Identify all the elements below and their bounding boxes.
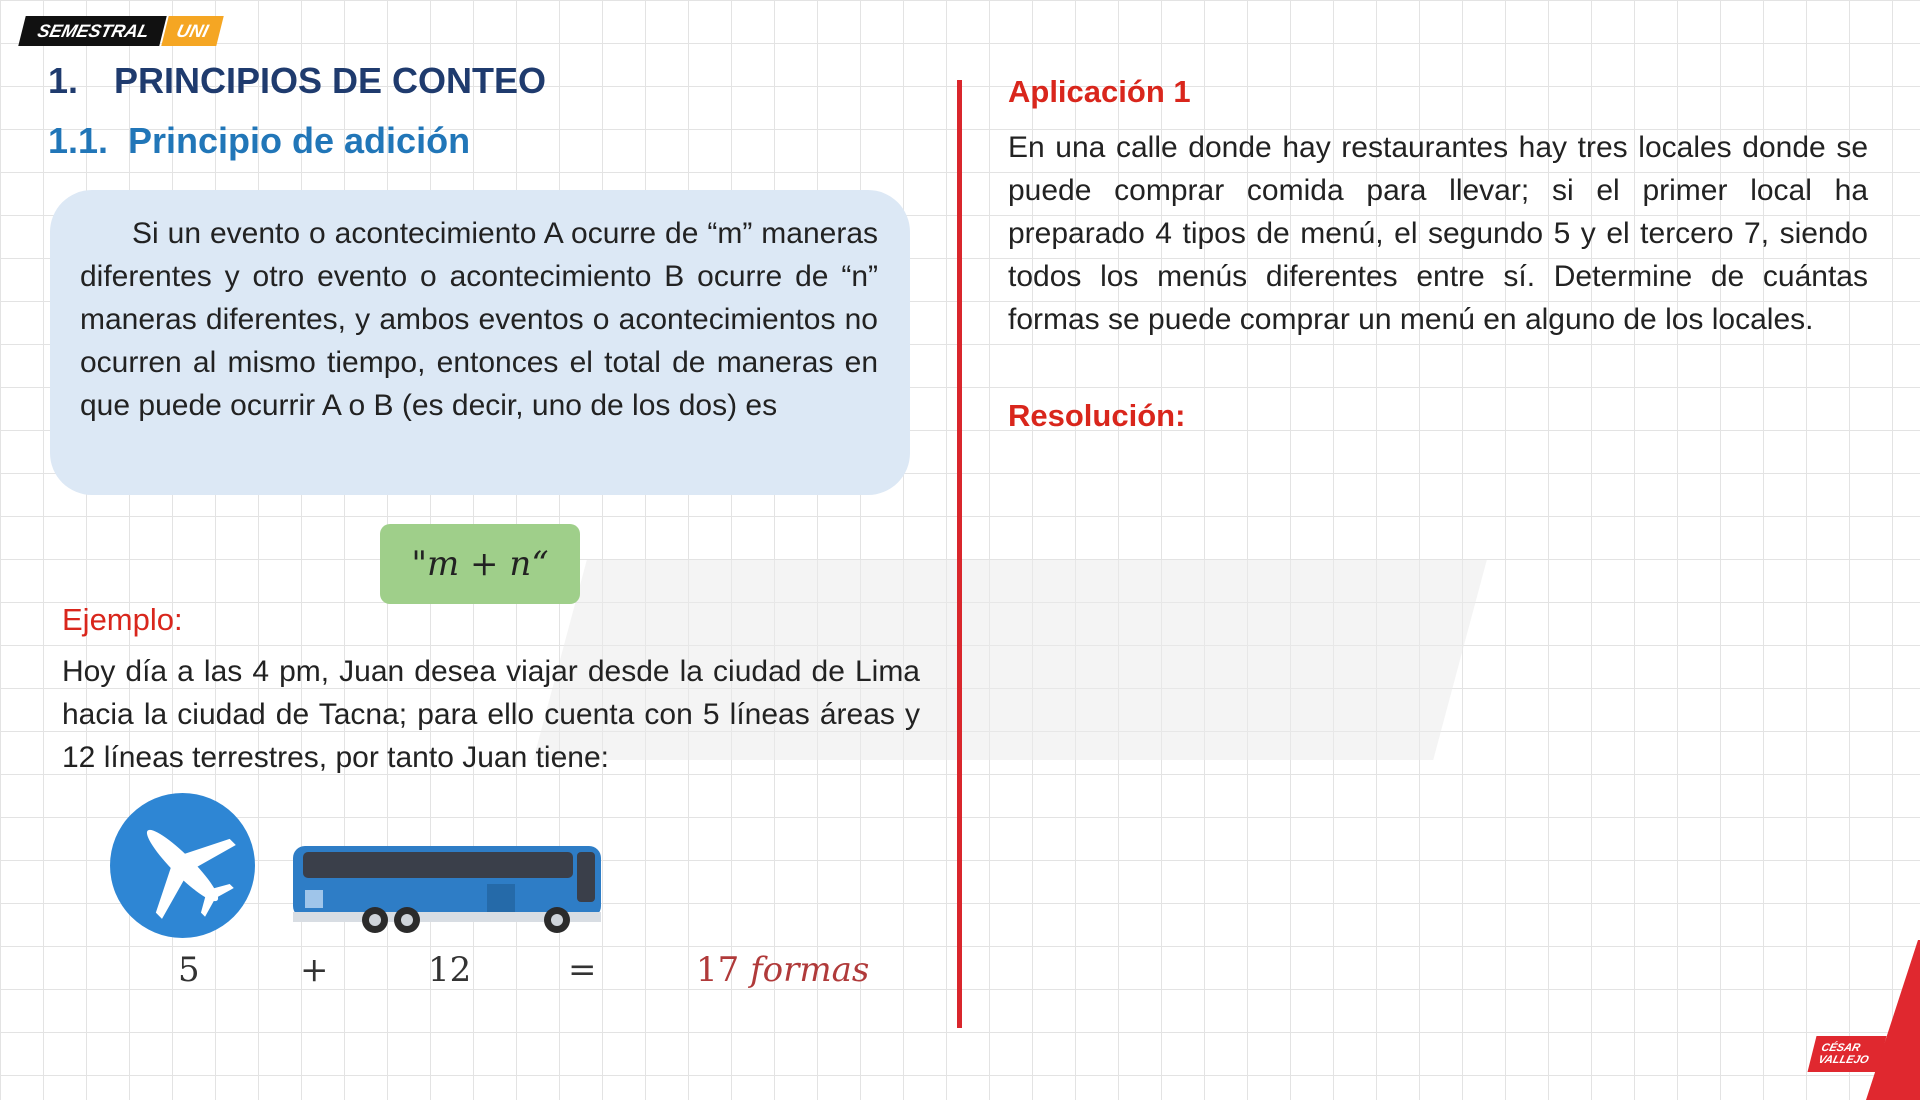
column-divider <box>957 80 962 1028</box>
equation-term-a: 5 <box>178 950 200 990</box>
example-label: Ejemplo: <box>62 602 183 637</box>
application-text: En una calle donde hay restaurantes hay tres locales donde se puede comprar comida para llevar; si el primer local ha preparado 4 tipos de menú, el segundo 5 y el tercero 7, siendo todos los menús diferentes entre sí. Determine de cuántas formas se puede comprar un menú en alguno de los locales. <box>1008 131 1868 336</box>
cesar-vallejo-logo <box>1808 1036 1887 1072</box>
bus-icon <box>286 840 608 940</box>
definition-text: Si un evento o acontecimiento A ocurre de “m” maneras diferentes y otro evento o acontecimiento B ocurre de “n” maneras diferentes, y ambos eventos o acontecimientos no ocurren al mismo tiempo, entonces el total de maneras en que puede ocurrir A o B (es decir, uno de los dos) es <box>80 217 878 422</box>
badge-uni: UNI <box>161 16 223 46</box>
definition-box <box>50 190 910 495</box>
logo-line2: VALLEJO <box>1817 1054 1870 1066</box>
section-number: 1. <box>48 60 79 101</box>
equation-plus: + <box>300 950 329 990</box>
formula-text: "m + n“ <box>411 544 549 584</box>
airplane-icon <box>110 793 255 938</box>
resolution-label: Resolución: <box>1008 398 1186 433</box>
formula-box <box>380 524 580 604</box>
corner-stripe <box>1866 940 1920 1100</box>
semester-badge <box>22 16 220 46</box>
section-title-text: PRINCIPIOS DE CONTEO <box>114 60 547 101</box>
badge-semestral: SEMESTRAL <box>18 16 166 46</box>
logo-line1: CÉSAR <box>1820 1042 1862 1054</box>
subsection-title-text: Principio de adición <box>128 120 471 161</box>
subsection-number: 1.1. <box>48 120 109 161</box>
equation-equals: = <box>568 950 597 990</box>
equation-result <box>696 950 869 990</box>
subsection-title <box>48 120 470 162</box>
equation-term-b: 12 <box>428 950 472 990</box>
example-text: Hoy día a las 4 pm, Juan desea viajar desde la ciudad de Lima hacia la ciudad de Tacna; para ello cuenta con 5 líneas áreas y 12 líneas terrestres, por tanto Juan tiene: <box>62 655 920 774</box>
section-title <box>48 60 546 102</box>
application-title: Aplicación 1 <box>1008 74 1191 109</box>
equation-result-number: 17 <box>696 950 740 990</box>
equation-result-word: formas <box>750 950 870 990</box>
